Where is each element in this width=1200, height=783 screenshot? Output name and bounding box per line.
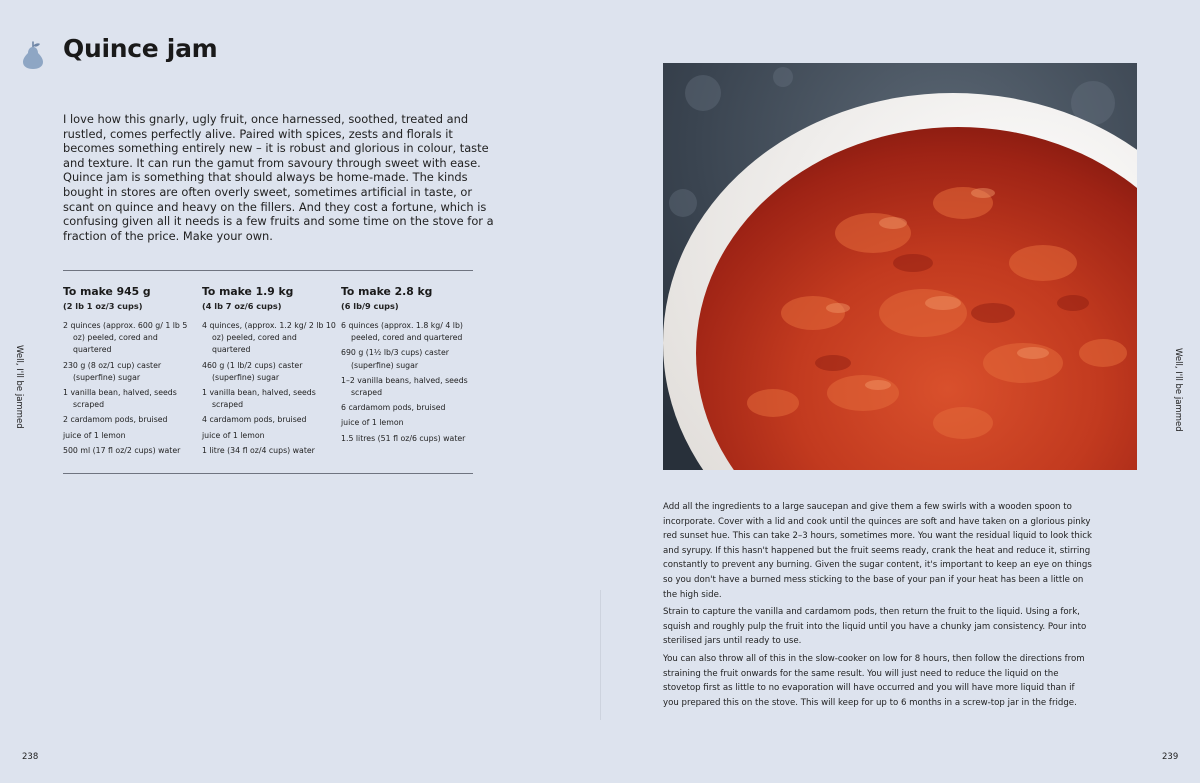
jam-bowl-image [663,63,1137,470]
ingredient-item: 1–2 vanilla beans, halved, seeds scraped [341,375,468,398]
ingredient-item: 500 ml (17 fl oz/2 cups) water [63,445,181,455]
method-paragraph: Strain to capture the vanilla and cardamom pods, then return the fruit to the liquid. Using a fork, squish and roughly pulp the fruit into the liquid until you have a chunky jam consistency. Pour into sterilised jars until ready to use. [663,607,1087,647]
intro-paragraph: I love how this gnarly, ugly fruit, once harnessed, soothed, treated and rustled, comes perfectly alive. Paired with spices, zests and florals it becomes something entirely new – it is robust and glorious in colour, taste and texture. It can run the gamut from savoury through sweet with ease. Quince jam is something that should always be home-made. The kinds bought in stores are often overly sweet, sometimes artificial in taste, or scant on quince and heavy on the fillers. And they cost a fortune, which is confusing given all it needs is a few fruits and some time on the stove for a fraction of the price. Make your own. [63,112,494,243]
ingredient-item: 2 quinces (approx. 600 g/ 1 lb 5 oz) peeled, cored and quartered [63,321,188,355]
ingredient-item: 690 g (1½ lb/3 cups) caster (superfine) sugar [341,348,449,370]
yield-subheading: (6 lb/9 cups) [341,301,399,311]
ingredient-item: 4 cardamom pods, bruised [202,415,307,425]
yield-subheading: (2 lb 1 oz/3 cups) [63,301,143,311]
yield-subheading: (4 lb 7 oz/6 cups) [202,301,282,311]
ingredient-item: juice of 1 lemon [63,430,126,440]
ingredient-item: 1 vanilla bean, halved, seeds scraped [63,388,177,410]
recipe-column-large [341,285,476,448]
running-header-right: Well, I'll be jammed [1173,348,1183,432]
page-number-left: 238 [22,752,39,762]
ingredient-item: 6 cardamom pods, bruised [341,403,446,413]
ingredient-item: 6 quinces (approx. 1.8 kg/ 4 lb) peeled, cored and quartered [341,321,463,343]
ingredient-item: juice of 1 lemon [341,418,404,428]
ingredient-list [341,320,476,445]
running-header-left: Well, I'll be jammed [14,345,24,429]
yield-heading: To make 1.9 kg [202,285,294,298]
ingredient-item: 2 cardamom pods, bruised [63,415,168,425]
ingredient-list [63,320,198,457]
divider-bottom [63,473,473,474]
method-paragraph: Add all the ingredients to a large saucepan and give them a few swirls with a wooden spoon to incorporate. Cover with a lid and cook until the quinces are soft and have taken on a glorious pinky red sunset hue. This can take 2–3 hours, sometimes more. You want the residual liquid to look thick and syrupy. If this hasn't happened but the fruit seems ready, crank the heat and reduce it, stirring constantly to prevent any burning. Given the sugar content, it's important to keep an eye on things so you don't have a burned mess sticking to the base of your pan if your heat has been a little on the high side. [663,502,1092,600]
page-divider [600,590,601,720]
recipe-column-medium [202,285,337,460]
ingredient-item: 1.5 litres (51 fl oz/6 cups) water [341,433,466,443]
method-text [663,500,1093,713]
ingredient-item: 230 g (8 oz/1 cup) caster (superfine) sugar [63,360,162,382]
recipe-column-small [63,285,198,460]
ingredient-item: 1 vanilla bean, halved, seeds scraped [202,388,316,410]
pear-icon [20,40,46,70]
ingredient-item: juice of 1 lemon [202,430,265,440]
divider-top [63,270,473,271]
ingredient-item: 460 g (1 lb/2 cups) caster (superfine) sugar [202,360,303,382]
quince-jam-photo [663,63,1137,470]
ingredient-list [202,320,337,457]
yield-heading: To make 2.8 kg [341,285,433,298]
page-number-right: 239 [1162,752,1179,762]
ingredient-item: 1 litre (34 fl oz/4 cups) water [202,445,315,455]
page-title: Quince jam [63,34,218,63]
yield-heading: To make 945 g [63,285,151,298]
ingredient-item: 4 quinces, (approx. 1.2 kg/ 2 lb 10 oz) peeled, cored and quartered [202,321,336,355]
method-paragraph: You can also throw all of this in the slow-cooker on low for 8 hours, then follow the directions from straining the fruit onwards for the same result. You will just need to reduce the liquid on the stovetop first as little to no evaporation will have occurred and you will have more liquid than if you prepared this on the stove. This will keep for up to 6 months in a screw-top jar in the fridge. [663,653,1085,708]
